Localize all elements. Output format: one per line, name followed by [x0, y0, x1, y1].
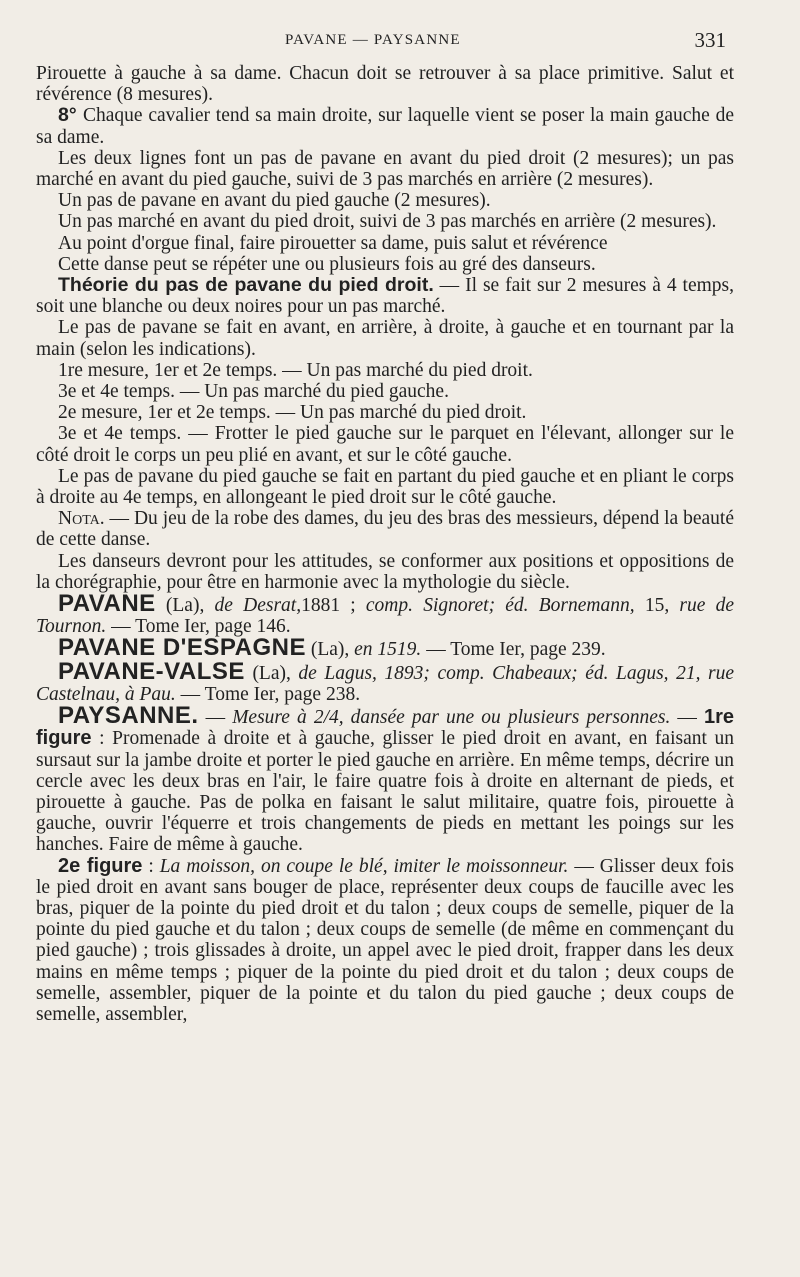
- paragraph: 3e et 4e temps. — Un pas marché du pied gauche.: [58, 381, 449, 403]
- nota-label: Nota.: [58, 508, 105, 530]
- paragraph: Les deux lignes font un pas de pavane en avant du pied droit (2 mesures); un pas marché en avant du pied gauche, suivi de 3 pas marchés en arrière (2 mesures).: [36, 147, 734, 191]
- entry-headword: PAVANE-VALSE: [58, 657, 245, 685]
- paragraph: [36, 105, 734, 147]
- paragraph: 3e et 4e temps. — Frotter le pied gauche sur le parquet en l'élevant, allonger sur le côté droit le corps un peu plié en avant, et sur le côté gauche.: [36, 423, 734, 466]
- entry-article: (La),: [305, 639, 355, 661]
- paragraph: 1re mesure, 1er et 2e temps. — Un pas marché du pied droit.: [58, 359, 533, 381]
- figure-colon: :: [142, 855, 160, 877]
- paragraph: Au point d'orgue final, faire pirouetter sa dame, puis salut et révérence: [58, 232, 608, 254]
- entry-dash: —: [670, 707, 704, 729]
- paragraph: 2e mesure, 1er et 2e temps. — Un pas marché du pied droit.: [58, 402, 527, 424]
- entry-reference: — Tome Ier, page 146.: [106, 616, 291, 638]
- paragraph: Un pas de pavane en avant du pied gauche (2 mesures).: [58, 190, 491, 212]
- paragraph-text: — Du jeu de la robe des dames, du jeu des bras des messieurs, dépend la beauté de cette danse.: [36, 508, 734, 551]
- paragraph: Le pas de pavane se fait en avant, en arrière, à droite, à gauche et en tournant par la main (selon les indications).: [36, 317, 734, 360]
- entry-reference: — Tome Ier, page 238.: [175, 683, 361, 705]
- entry-headword: PAYSANNE.: [58, 702, 199, 730]
- paragraph: Un pas marché en avant du pied droit, suivi de 3 pas marchés en arrière (2 mesures).: [58, 211, 717, 233]
- paragraph: Cette danse peut se répéter une ou plusieurs fois au gré des danseurs.: [58, 253, 596, 275]
- step-number: 8°: [58, 104, 83, 127]
- running-head: [0, 28, 760, 56]
- entry-headword: PAVANE D'ESPAGNE: [58, 634, 306, 662]
- figure-title: La moisson, on coupe le blé, imiter le moissonneur.: [159, 855, 569, 877]
- paragraph: [36, 508, 734, 550]
- entry-description: Mesure à 2/4, dansée par une ou plusieurs personnes.: [232, 707, 671, 729]
- figure-heading: 1re figure: [36, 706, 735, 750]
- paragraph: Le pas de pavane du pied gauche se fait en partant du pied gauche et en pliant le corps à droite au 4e temps, en allongeant le pied droit sur le côté gauche.: [36, 465, 734, 509]
- paragraph-figure-2: [36, 856, 734, 1026]
- figure-text: : Promenade à droite et à gauche, glisser le pied droit en avant, en faisant un sursaut sur la jambe droite et porter le pied gauche en arrière. En même temps, décrire un cercle avec les deux bras en l'air, le faire quatre fois à droite en alternant de pieds, et pirouette à gauche. Pas de polka en faisant le salut militaire, quatre fois, pirouette à gauche, ouvrir l'équerre et trois changements de pieds en mettant les poings sur les hanches. Faire de même à gauche.: [36, 728, 734, 856]
- dictionary-entry-pavane: [36, 590, 734, 638]
- paragraph: Pirouette à gauche à sa dame. Chacun doit se retrouver à sa place primitive. Salut et révérence (8 mesures).: [36, 63, 734, 106]
- entry-date: en 1519.: [354, 639, 422, 661]
- entry-address: rue de Tournon.: [36, 595, 734, 638]
- entry-article: (La),: [155, 595, 215, 617]
- figure-heading: 2e figure: [58, 854, 143, 877]
- entry-article: (La),: [244, 662, 299, 684]
- entry-headword: PAVANE: [58, 590, 156, 618]
- entry-street-number: 15,: [644, 595, 680, 617]
- running-title: PAVANE — PAYSANNE: [285, 32, 461, 48]
- paragraph-text: — Il se fait sur 2 mesures à 4 temps, soit une blanche ou deux noires pour un pas marché.: [36, 275, 734, 318]
- paragraph: Les danseurs devront pour les attitudes, se conformer aux positions et oppositions de la chorégraphie, pour être en harmonie avec la mythologie du siècle.: [36, 550, 734, 593]
- paragraph-text: Chaque cavalier tend sa main droite, sur laquelle vient se poser la main gauche de sa dame.: [36, 105, 734, 148]
- entry-details: de Lagus, 1893; comp. Chabeaux; éd. Lagus, 21, rue Castelnau, à Pau.: [36, 662, 734, 705]
- paragraph: [36, 275, 734, 317]
- dictionary-entry-pavane-valse: [36, 657, 734, 705]
- entry-reference: — Tome Ier, page 239.: [421, 639, 606, 661]
- page-number: 331: [694, 28, 726, 52]
- body-text: [36, 63, 734, 1025]
- entry-author: de Desrat,: [214, 595, 302, 617]
- entry-publisher: comp. Signoret; éd. Bornemann,: [365, 595, 645, 617]
- section-heading: Théorie du pas de pavane du pied droit.: [58, 274, 434, 297]
- dictionary-entry-paysanne: [36, 702, 735, 856]
- figure-text: — Glisser deux fois le pied droit en avant sans bouger de place, représenter deux coups de faucille avec les bras, piquer de la pointe du pied droit et du talon ; deux coups de semelle, piquer de la pointe du pied gauche et du talon ; deux coups de semelle (de même en commençant du pied gauche) ; trois glissades à droite, un appel avec le pied droit, frapper dans les deux mains en même temps ; piquer de la pointe du pied droit et du talon ; deux coups de semelle, assembler, piquer de la pointe et du talon du pied gauche ; deux coups de semelle, assembler,: [36, 855, 735, 1025]
- entry-dash: —: [198, 707, 233, 729]
- entry-year: 1881 ;: [301, 595, 366, 617]
